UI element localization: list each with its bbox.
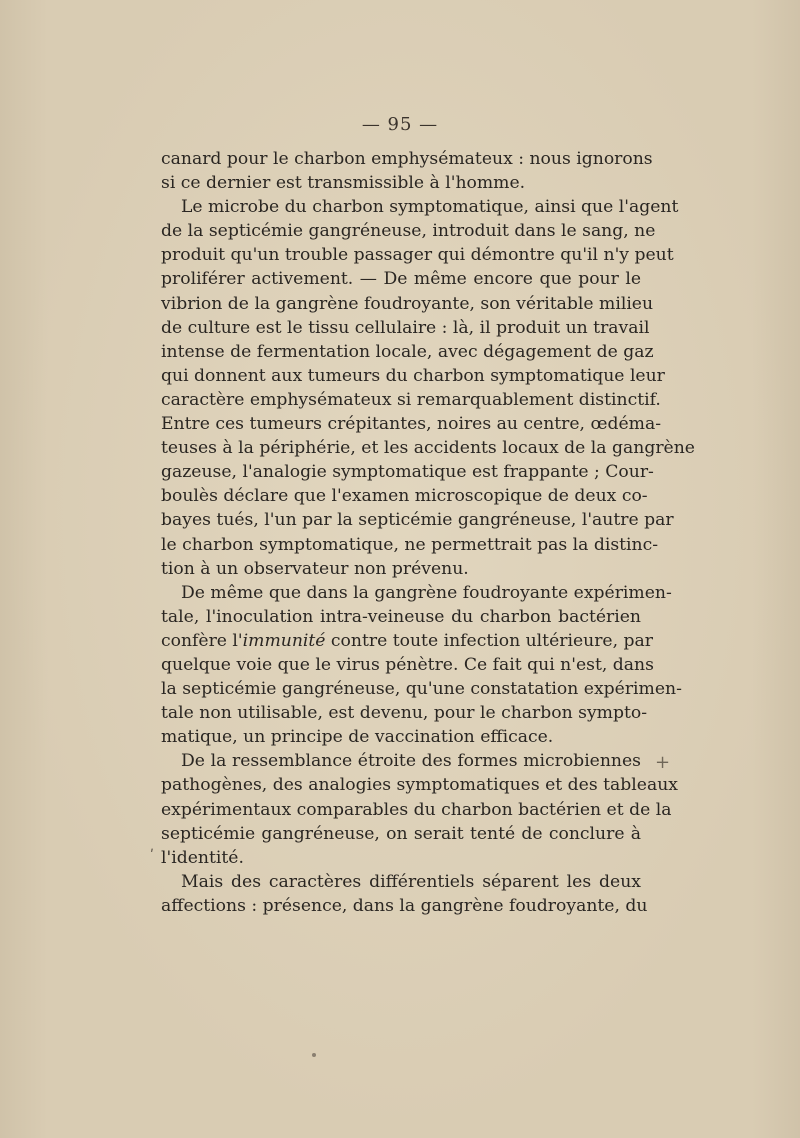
text-line: tale non utilisable, est devenu, pour le charbon sympto- — [161, 703, 648, 724]
text-line: canard pour le charbon emphysémateux : nous ignorons — [161, 149, 653, 169]
text-line: le charbon symptomatique, ne permettrait pas la distinc- — [161, 534, 659, 555]
text-line: tion à un observateur non prévenu. — [161, 558, 469, 579]
text-line: matique, un principe de vaccination efficace. — [161, 727, 554, 748]
text-line: bayes tués, l'un par la septicémie gangréneuse, l'autre par — [161, 510, 674, 531]
italic-term: immunité — [242, 630, 326, 651]
stray-ink-mark: ʹ — [150, 848, 154, 864]
margin-annotation: + — [655, 752, 671, 773]
paper-speck — [312, 1053, 316, 1057]
page-number: — 95 — — [361, 114, 439, 135]
text-line: produit qu'un trouble passager qui démontre qu'il n'y peut — [161, 245, 674, 266]
text-line: proliférer activement. — De même encore que pour le — [161, 269, 641, 290]
text-line: de la septicémie gangréneuse, introduit dans le sang, ne — [161, 221, 656, 242]
text-line: Le microbe du charbon symptomatique, ainsi que l'agent — [181, 197, 679, 218]
text-line: septicémie gangréneuse, on serait tenté de conclure à — [161, 823, 641, 844]
text-line: tale, l'inoculation intra-veineuse du charbon bactérien — [161, 606, 641, 627]
text-line: De la ressemblance étroite des formes microbiennes — [181, 751, 641, 772]
text-line: l'identité. — [161, 847, 244, 868]
text-line: affections : présence, dans la gangrène foudroyante, du — [161, 895, 648, 916]
text-line: caractère emphysémateux si remarquablement distinctif. — [161, 389, 661, 410]
body-text — [161, 147, 695, 918]
text-line: pathogènes, des analogies symptomatiques et des tableaux — [161, 775, 678, 796]
text-line: intense de fermentation locale, avec dégagement de gaz — [161, 341, 654, 362]
text-line: la septicémie gangréneuse, qu'une constatation expérimen- — [161, 679, 682, 700]
text-line: Mais des caractères différentiels séparent les deux — [181, 871, 641, 892]
text-line: si ce dernier est transmissible à l'homme. — [161, 173, 526, 194]
text-line: de culture est le tissu cellulaire : là, il produit un travail — [161, 317, 650, 338]
text-line: expérimentaux comparables du charbon bactérien et de la — [161, 799, 672, 820]
text-line: boulès déclare que l'examen microscopique de deux co- — [161, 486, 648, 507]
text-line-mixed — [161, 629, 653, 653]
text-run: contre toute infection ultérieure, par — [325, 630, 653, 651]
text-line: Entre ces tumeurs crépitantes, noires au centre, œdéma- — [161, 414, 662, 435]
text-line: quelque voie que le virus pénètre. Ce fait qui n'est, dans — [161, 654, 654, 675]
text-line: De même que dans la gangrène foudroyante expérimen- — [181, 582, 672, 603]
text-line: qui donnent aux tumeurs du charbon symptomatique leur — [161, 365, 665, 386]
text-run: confère l' — [161, 630, 243, 651]
text-line: vibrion de la gangrène foudroyante, son véritable milieu — [161, 293, 654, 314]
text-line: teuses à la périphérie, et les accidents locaux de la gangrène — [161, 438, 695, 459]
text-line: gazeuse, l'analogie symptomatique est frappante ; Cour- — [161, 462, 654, 483]
